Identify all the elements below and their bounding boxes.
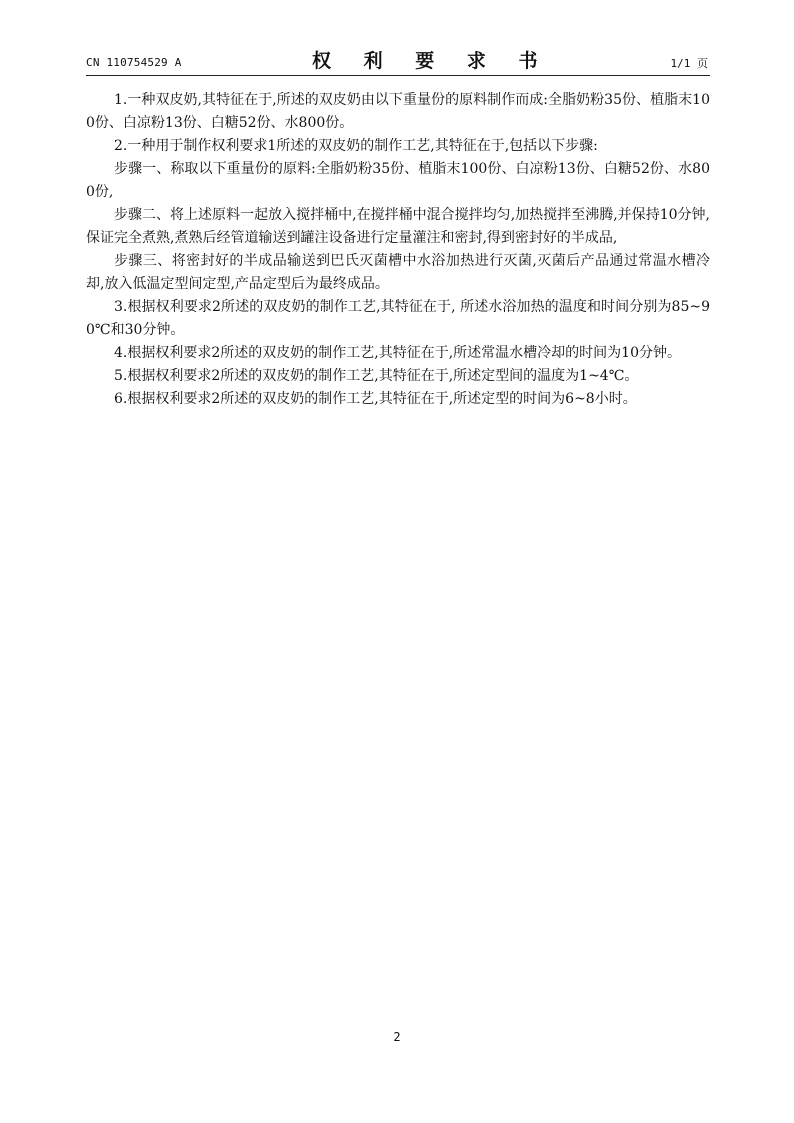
claim-paragraph: 步骤一、称取以下重量份的原料:全脂奶粉35份、植脂末100份、白凉粉13份、白糖52份、水800份, [86, 161, 710, 200]
page-header [86, 46, 710, 74]
document-title: 权 利 要 求 书 [312, 50, 551, 72]
claim-paragraph: 4.根据权利要求2所述的双皮奶的制作工艺,其特征在于,所述常温水槽冷却的时间为10分钟。 [114, 345, 681, 361]
publication-number: CN 110754529 A [86, 56, 182, 69]
claim-paragraph: 3.根据权利要求2所述的双皮奶的制作工艺,其特征在于, 所述水浴加热的温度和时间分别为85~90℃和30分钟。 [86, 299, 710, 338]
claims-body [86, 89, 710, 411]
page-number: 2 [393, 1030, 401, 1044]
claim-paragraph: 2.一种用于制作权利要求1所述的双皮奶的制作工艺,其特征在于,包括以下步骤: [114, 138, 598, 154]
header-divider [86, 75, 710, 76]
claim-paragraph: 步骤二、将上述原料一起放入搅拌桶中,在搅拌桶中混合搅拌均匀,加热搅拌至沸腾,并保持10分钟,保证完全煮熟,煮熟后经管道输送到罐注设备进行定量灌注和密封,得到密封好的半成品, [86, 207, 710, 246]
page-count: 1/1 页 [670, 57, 708, 70]
claim-paragraph: 6.根据权利要求2所述的双皮奶的制作工艺,其特征在于,所述定型的时间为6~8小时。 [114, 391, 637, 407]
claim-paragraph: 步骤三、将密封好的半成品输送到巴氏灭菌槽中水浴加热进行灭菌,灭菌后产品通过常温水槽冷却,放入低温定型间定型,产品定型后为最终成品。 [86, 253, 710, 292]
claim-paragraph: 5.根据权利要求2所述的双皮奶的制作工艺,其特征在于,所述定型间的温度为1~4℃。 [114, 368, 639, 384]
claim-paragraph: 1.一种双皮奶,其特征在于,所述的双皮奶由以下重量份的原料制作而成:全脂奶粉35份、植脂末100份、白凉粉13份、白糖52份、水800份。 [86, 92, 710, 131]
